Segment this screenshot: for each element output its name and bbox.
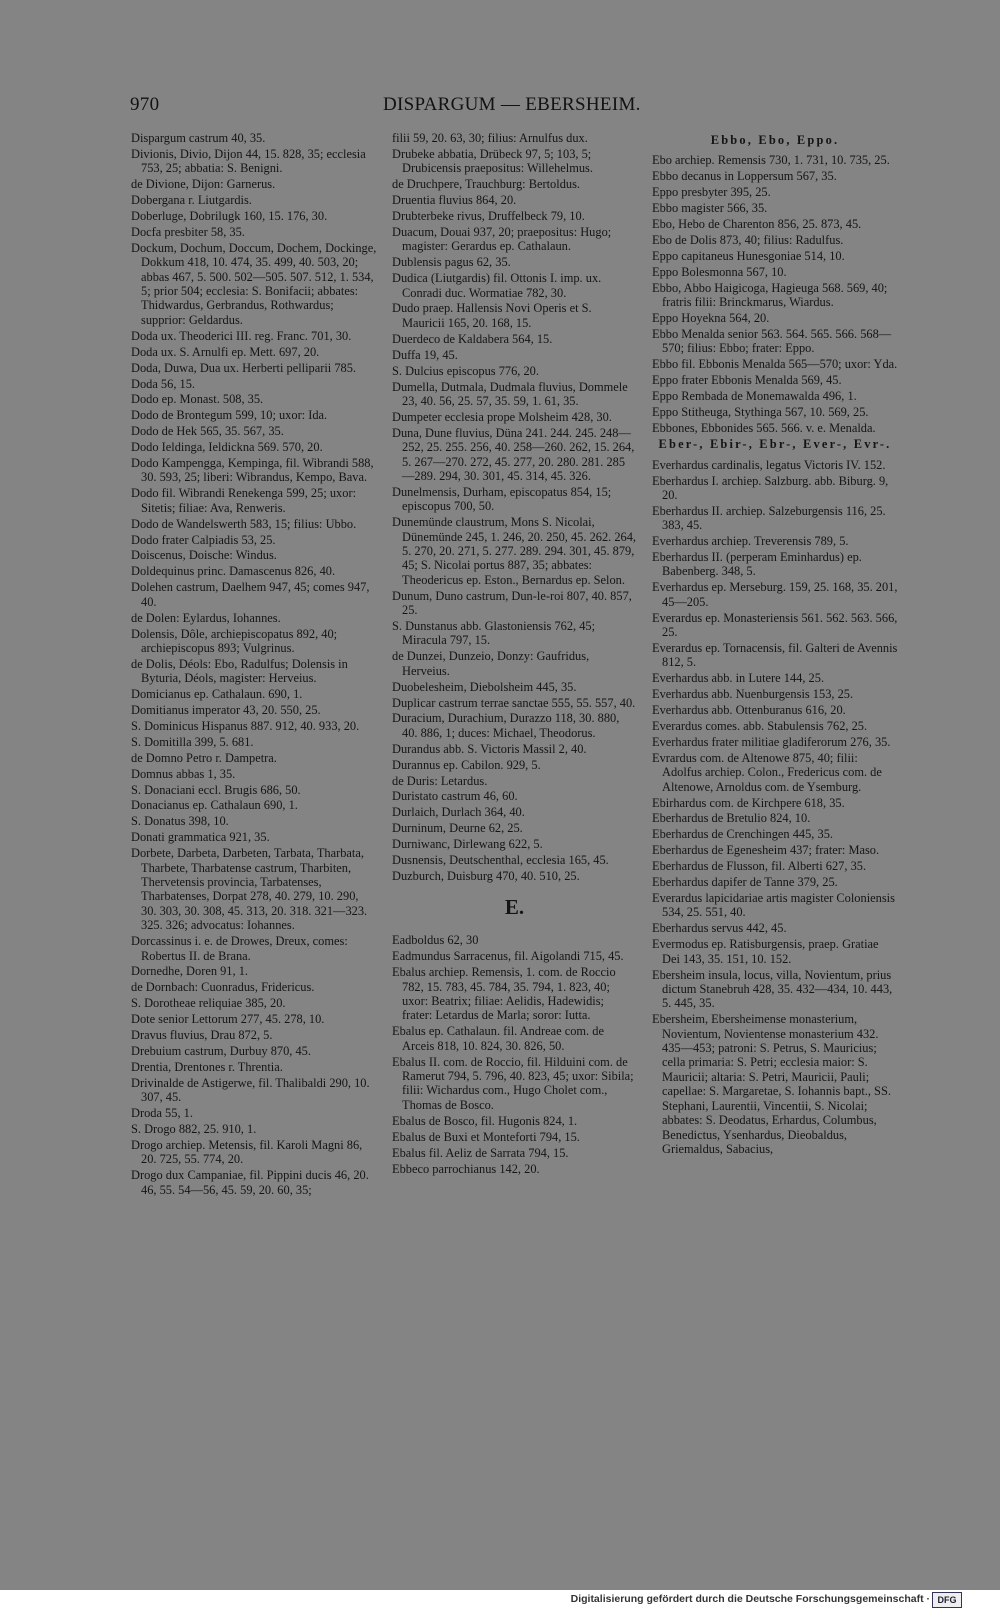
- index-entry: Eberhardus de Flusson, fil. Alberti 627, 35.: [652, 859, 867, 874]
- index-entry: de Druchpere, Trauchburg: Bertoldus.: [392, 177, 581, 192]
- index-entry: Domnus abbas 1, 35.: [131, 766, 236, 781]
- index-entry: Ebbones, Ebbonides 565. 566. v. e. Menalda.: [652, 420, 876, 435]
- index-entry: Dudica (Liutgardis) fil. Ottonis I. imp. ux. Conradi duc. Wormatiae 782, 30.: [392, 271, 602, 300]
- index-entry: Drentia, Drentones r. Threntia.: [131, 1059, 283, 1074]
- index-entry: Ebbo Menalda senior 563. 564. 565. 566. 568—570; filius: Ebbo; frater: Eppo.: [652, 326, 892, 356]
- index-entry: S. Domitilla 399, 5. 681.: [131, 734, 254, 749]
- index-entry: Eppo capitaneus Hunesgoniae 514, 10.: [652, 248, 845, 263]
- index-entry: Doiscenus, Doische: Windus.: [131, 548, 277, 563]
- index-entry: Donati grammatica 921, 35.: [131, 830, 270, 845]
- index-entry: Ebalus de Bosco, fil. Hugonis 824, 1.: [392, 1113, 578, 1128]
- section-letter: E.: [504, 895, 525, 920]
- index-entry: de Divione, Dijon: Garnerus.: [131, 177, 276, 192]
- index-entry: Dudo praep. Hallensis Novi Operis et S. Mauricii 165, 20. 168, 15.: [392, 301, 592, 330]
- index-entry: Everardus lapicidariae artis magister Coloniensis 534, 25. 551, 40.: [652, 891, 895, 920]
- index-entry: Dodo de Hek 565, 35. 567, 35.: [131, 424, 284, 439]
- index-column-1: [131, 131, 377, 1199]
- index-entry: Durandus abb. S. Victoris Massil 2, 40.: [392, 741, 587, 756]
- index-entry: Dolehen castrum, Daelhem 947, 45; comes 947, 40.: [131, 580, 370, 609]
- index-entry: Eppo presbyter 395, 25.: [652, 185, 771, 200]
- index-entry: Duristato castrum 46, 60.: [392, 789, 518, 804]
- index-entry: Dornedhe, Doren 91, 1.: [131, 964, 248, 979]
- index-entry: Divionis, Divio, Dijon 44, 15. 828, 35; ecclesia 753, 25; abbatia: S. Benigni.: [131, 146, 366, 176]
- index-column-2: [392, 131, 637, 1177]
- index-entry: Ebbo fil. Ebbonis Menalda 565—570; uxor: Yda.: [652, 357, 898, 372]
- index-entry: Doda, Duwa, Dua ux. Herberti pelliparii 785.: [131, 360, 357, 375]
- index-entry: Ebo archiep. Remensis 730, 1. 731, 10. 735, 25.: [652, 153, 890, 168]
- index-entry: Dublensis pagus 62, 35.: [392, 255, 511, 270]
- index-entry: Doda ux. Theoderici III. reg. Franc. 701, 30.: [131, 328, 352, 343]
- index-entry: Dodo de Brontegum 599, 10; uxor: Ida.: [131, 408, 328, 423]
- index-entry: Durninum, Deurne 62, 25.: [392, 821, 523, 836]
- index-entry: Ebbo magister 566, 35.: [652, 201, 768, 216]
- index-entry: Eadmundus Sarracenus, fil. Aigolandi 715, 45.: [392, 949, 624, 964]
- index-entry: Ebbeco parrochianus 142, 20.: [392, 1161, 540, 1176]
- index-entry: Dunum, Duno castrum, Dun-le-roi 807, 40. 857, 25.: [392, 588, 632, 618]
- index-entry: Dobergana r. Liutgardis.: [131, 193, 252, 208]
- index-entry: S. Dorotheae reliquiae 385, 20.: [131, 996, 286, 1011]
- index-entry: Duerdeco de Kaldabera 564, 15.: [392, 331, 553, 346]
- index-entry: Eberhardus dapifer de Tanne 379, 25.: [652, 875, 838, 890]
- index-entry: Ebo de Dolis 873, 40; filius: Radulfus.: [652, 232, 844, 247]
- index-entry: Eberhardus servus 442, 45.: [652, 921, 787, 936]
- index-entry: Evrardus com. de Altenowe 875, 40; filii: Adolfus archiep. Colon., Fredericus com. de Altenowe, Arnoldus com. de Ysemburg.: [652, 750, 882, 794]
- index-entry: Ebalus ep. Cathalaun. fil. Andreae com. de Arceis 818, 10. 824, 30. 826, 50.: [392, 1024, 604, 1053]
- index-entry: Everardus ep. Monasteriensis 561. 562. 563. 566, 25.: [652, 610, 898, 640]
- index-entry: Duacum, Douai 937, 20; praepositus: Hugo; magister: Gerardus ep. Cathalaun.: [392, 224, 612, 254]
- index-entry: Dodo Kampengga, Kempinga, fil. Wibrandi 588, 30. 593, 25; liberi: Wibrandus, Kempo, Bava.: [131, 456, 374, 485]
- index-entry: de Dolis, Déols: Ebo, Radulfus; Dolensis in Byturia, Déols, magister: Herveius.: [131, 656, 348, 686]
- index-entry: Everhardus archiep. Treverensis 789, 5.: [652, 534, 849, 549]
- index-entry: Eadboldus 62, 30: [392, 933, 479, 948]
- index-entry: Doda 56, 15.: [131, 376, 196, 391]
- index-column-3: [652, 131, 898, 1158]
- index-entry: Dote senior Lettorum 277, 45. 278, 10.: [131, 1012, 325, 1027]
- index-entry: Everhardus abb. Nuenburgensis 153, 25.: [652, 687, 854, 702]
- index-entry: Ebalus de Buxi et Monteforti 794, 15.: [392, 1129, 580, 1144]
- index-entry: Dorbete, Darbeta, Darbeten, Tarbata, Tharbata, Tharbete, Tharbatense castrum, Tharbiten, Thervetensis provincia, Tarbatenses, Tharbatenses, Dorpat 278, 40. 279, 10. 290, 30. 303, 30. 308, 45. 313, 20. 318. 321—323. 325. 326; advocatus: Iohannes.: [131, 846, 368, 933]
- index-entry: Dodo ep. Monast. 508, 35.: [131, 392, 264, 407]
- index-entry: Everhardus abb. in Lutere 144, 25.: [652, 671, 825, 686]
- index-entry: Eberhardus de Egenesheim 437; frater: Maso.: [652, 843, 880, 858]
- index-entry: Drubterbeke rivus, Druffelbeck 79, 10.: [392, 209, 585, 224]
- index-entry: Domicianus ep. Cathalaun. 690, 1.: [131, 687, 303, 702]
- index-entry: Dispargum castrum 40, 35.: [131, 131, 266, 145]
- index-entry: S. Donaciani eccl. Brugis 686, 50.: [131, 782, 301, 797]
- index-entry: Durlaich, Durlach 364, 40.: [392, 805, 525, 820]
- index-entry: Duzburch, Duisburg 470, 40. 510, 25.: [392, 869, 580, 883]
- index-entry: Duffa 19, 45.: [392, 347, 458, 362]
- index-entry: Drogo dux Campaniae, fil. Pippini ducis 46, 20. 46, 55. 54—56, 45. 59, 20. 60, 35;: [131, 1168, 369, 1197]
- index-entry: Dodo Ieldinga, Ieldickna 569. 570, 20.: [131, 440, 323, 455]
- index-entry: Docfa presbiter 58, 35.: [131, 224, 245, 239]
- index-entry: Dusnensis, Deutschenthal, ecclesia 165, 45.: [392, 853, 609, 868]
- index-entry: Eppo Stitheuga, Stythinga 567, 10. 569, 25.: [652, 404, 869, 419]
- index-entry: Dodo de Wandelswerth 583, 15; filius: Ubbo.: [131, 516, 357, 531]
- dfg-logo: DFG: [932, 1592, 962, 1608]
- index-entry: S. Drogo 882, 25. 910, 1.: [131, 1122, 257, 1136]
- index-entry: Duna, Dune fluvius, Düna 241. 244. 245. 248—252, 25. 255. 256, 40. 258—260. 262, 15. 264, 5. 267—270. 272, 45. 277, 20. 280. 281. 285—289. 294, 30. 301, 45. 314, 45. 326.: [392, 425, 635, 483]
- index-entry: de Dornbach: Cuonradus, Fridericus.: [131, 980, 315, 995]
- index-entry: Everardus comes. abb. Stabulensis 762, 25.: [652, 719, 868, 734]
- index-entry: Drubeke abbatia, Drübeck 97, 5; 103, 5; Drubicensis praepositus: Willehelmus.: [392, 146, 593, 176]
- index-entry: Everhardus frater militiae gladiferorum 276, 35.: [652, 734, 891, 749]
- index-entry: S. Donatus 398, 10.: [131, 814, 229, 829]
- index-entry: Dumella, Dutmala, Dudmala fluvius, Dommele 23, 40. 56, 25. 57, 35. 59, 1. 61, 35.: [392, 379, 628, 408]
- index-entry: Dolensis, Dôle, archiepiscopatus 892, 40; archiepiscopus 893; Vulgrinus.: [131, 626, 338, 655]
- index-entry: Doberluge, Dobrilugk 160, 15. 176, 30.: [131, 209, 328, 224]
- index-entry: Ebersheim, Ebersheimense monasterium, Novientum, Novientense monasterium 432. 435—453; patroni: S. Petrus, S. Mauricius; cella primaria: S. Petri; ecclesia maior: S. Mauricii; altaria: S. Petri, Mauricii, Pauli; capellae: S. Margaretae, S. Iohannis bapt., SS. Stephani, Laurentii, Vincentii, S. Nicolai; abbates: S. Deodatus, Erhardus, Columbus, Benedictus, Ysenhardus, Dieobaldus, Griemaldus, Sabacius,: [652, 1012, 891, 1156]
- page-number: 970: [130, 94, 160, 115]
- index-entry: Dravus fluvius, Drau 872, 5.: [131, 1028, 273, 1043]
- digitization-credit: Digitalisierung gefördert durch die Deutsche Forschungsgemeinschaft ·: [570, 1593, 930, 1605]
- index-entry: S. Dunstanus abb. Glastoniensis 762, 45; Miracula 797, 15.: [392, 619, 596, 648]
- index-entry: Druentia fluvius 864, 20.: [392, 193, 517, 208]
- index-entry: S. Dominicus Hispanus 887. 912, 40. 933, 20.: [131, 718, 360, 733]
- index-entry: Everhardus ep. Merseburg. 159, 25. 168, 35. 201, 45—205.: [652, 580, 898, 609]
- index-entry: Duracium, Durachium, Durazzo 118, 30. 880, 40. 886, 1; duces: Michael, Theodorus.: [392, 711, 620, 740]
- index-entry: Dumpeter ecclesia prope Molsheim 428, 30.: [392, 409, 612, 424]
- index-entry: Dorcassinus i. e. de Drowes, Dreux, comes: Robertus II. de Brana.: [131, 934, 348, 963]
- index-entry: Eberhardus I. archiep. Salzburg. abb. Biburg. 9, 20.: [652, 473, 889, 502]
- index-entry: Ebo, Hebo de Charenton 856, 25. 873, 45.: [652, 217, 862, 232]
- section-heading: Eber-, Ebir-, Ebr-, Ever-, Evr-.: [658, 437, 892, 452]
- index-entry: Durniwanc, Dirlewang 622, 5.: [392, 837, 543, 852]
- index-entry: Eberhardus II. archiep. Salzeburgensis 116, 25. 383, 45.: [652, 503, 886, 533]
- index-entry: de Duris: Letardus.: [392, 773, 488, 788]
- index-entry: de Dolen: Eylardus, Iohannes.: [131, 610, 281, 625]
- index-entry: Dodo frater Calpiadis 53, 25.: [131, 532, 276, 547]
- index-entry: Eberhardus II. (perperam Eminhardus) ep. Babenberg. 348, 5.: [652, 550, 862, 579]
- index-entry: Ebersheim insula, locus, villa, Novientum, prius dictum Stanebruh 428, 35. 432—434, 10. 443, 5. 445, 35.: [652, 967, 893, 1011]
- index-entry: Ebalus II. com. de Roccio, fil. Hilduini com. de Ramerut 794, 5. 796, 40. 823, 45; uxor: Sibila; filii: Wichardus com., Hugo Cholet com., Thomas de Bosco.: [392, 1054, 634, 1112]
- index-entry: Eberhardus de Bretulio 824, 10.: [652, 811, 811, 826]
- index-entry: Ebalus fil. Aeliz de Sarrata 794, 15.: [392, 1145, 569, 1160]
- index-entry: Dunemünde claustrum, Mons S. Nicolai, Dünemünde 245, 1. 246, 20. 250, 45. 262. 264, 5. 270, 20. 271, 5. 277. 289. 294. 301, 45. 879, 45; S. Nicolai portus 887, 35; abbates: Theodericus ep. Eston., Bernardus ep. Selon.: [392, 515, 637, 587]
- index-entry: Durannus ep. Cabilon. 929, 5.: [392, 757, 541, 772]
- index-entry: Eppo Rembada de Monemawalda 496, 1.: [652, 389, 857, 403]
- index-entry: Ebbo decanus in Loppersum 567, 35.: [652, 169, 837, 184]
- page-title: DISPARGUM — EBERSHEIM.: [383, 94, 641, 115]
- index-entry: Dunelmensis, Durham, episcopatus 854, 15; episcopus 700, 50.: [392, 484, 612, 514]
- index-entry: Everhardus cardinalis, legatus Victoris IV. 152.: [652, 457, 886, 472]
- index-entry: Everardus ep. Tornacensis, fil. Galteri de Avennis 812, 5.: [652, 641, 898, 670]
- index-entry: Eberhardus de Crenchingen 445, 35.: [652, 827, 833, 842]
- index-entry: Doda ux. S. Arnulfi ep. Mett. 697, 20.: [131, 344, 320, 359]
- index-entry: S. Dulcius episcopus 776, 20.: [392, 363, 539, 378]
- index-entry: Ebalus archiep. Remensis, 1. com. de Roccio 782, 15. 783, 45. 784, 35. 794, 1. 823, 40; uxor: Beatrix; filiae: Aelidis, Hadewidis; frater: Letardus de Marla; soror: Iutta.: [392, 965, 616, 1023]
- index-entry: Duobelesheim, Diebolsheim 445, 35.: [392, 679, 577, 694]
- index-entry: Dockum, Dochum, Doccum, Dochem, Dockinge, Dokkum 418, 10. 474, 35. 499, 40. 503, 20; abbas 467, 5. 500. 502—505. 507. 512, 1. 534, 5; prior 504; ecclesia: S. Bonifacii; abbates: Thidwardus, Gerbrandus, Rothwardus; supprior: Geldardus.: [131, 240, 377, 327]
- section-heading: Ebbo, Ebo, Eppo.: [710, 133, 840, 147]
- index-entry: Everhardus abb. Ottenburanus 616, 20.: [652, 703, 846, 718]
- index-entry: Evermodus ep. Ratisburgensis, praep. Gratiae Dei 143, 35. 151, 10. 152.: [652, 937, 879, 966]
- index-entry: Drivinalde de Astigerwe, fil. Thalibaldi 290, 10. 307, 45.: [131, 1075, 370, 1105]
- index-entry: Eppo Hoyekna 564, 20.: [652, 310, 770, 325]
- index-entry: Dodo fil. Wibrandi Renekenga 599, 25; uxor: Sitetis; filiae: Ava, Renweris.: [131, 486, 357, 515]
- index-entry: Domitianus imperator 43, 20. 550, 25.: [131, 703, 321, 718]
- index-entry: Duplicar castrum terrae sanctae 555, 55. 557, 40.: [392, 695, 636, 710]
- index-entry: Droda 55, 1.: [131, 1106, 193, 1121]
- index-entry: Donacianus ep. Cathalaun 690, 1.: [131, 798, 298, 813]
- index-entry: de Domno Petro r. Dampetra.: [131, 750, 277, 765]
- index-entry: de Dunzei, Dunzeio, Donzy: Gaufridus, Herveius.: [392, 649, 590, 678]
- index-entry: filii 59, 20. 63, 30; filius: Arnulfus dux.: [392, 131, 588, 145]
- index-entry: Eppo frater Ebbonis Menalda 569, 45.: [652, 373, 842, 388]
- index-entry: Drogo archiep. Metensis, fil. Karoli Magni 86, 20. 725, 55. 774, 20.: [131, 1137, 363, 1167]
- index-entry: Eppo Bolesmonna 567, 10.: [652, 264, 787, 279]
- index-entry: Drebuium castrum, Durbuy 870, 45.: [131, 1043, 311, 1058]
- index-entry: Ebirhardus com. de Kirchpere 618, 35.: [652, 795, 845, 810]
- index-entry: Doldequinus princ. Damascenus 826, 40.: [131, 564, 336, 579]
- index-entry: Ebbo, Abbo Haigicoga, Hagieuga 568. 569, 40; fratris filii: Brinckmarus, Wiardus.: [652, 280, 888, 310]
